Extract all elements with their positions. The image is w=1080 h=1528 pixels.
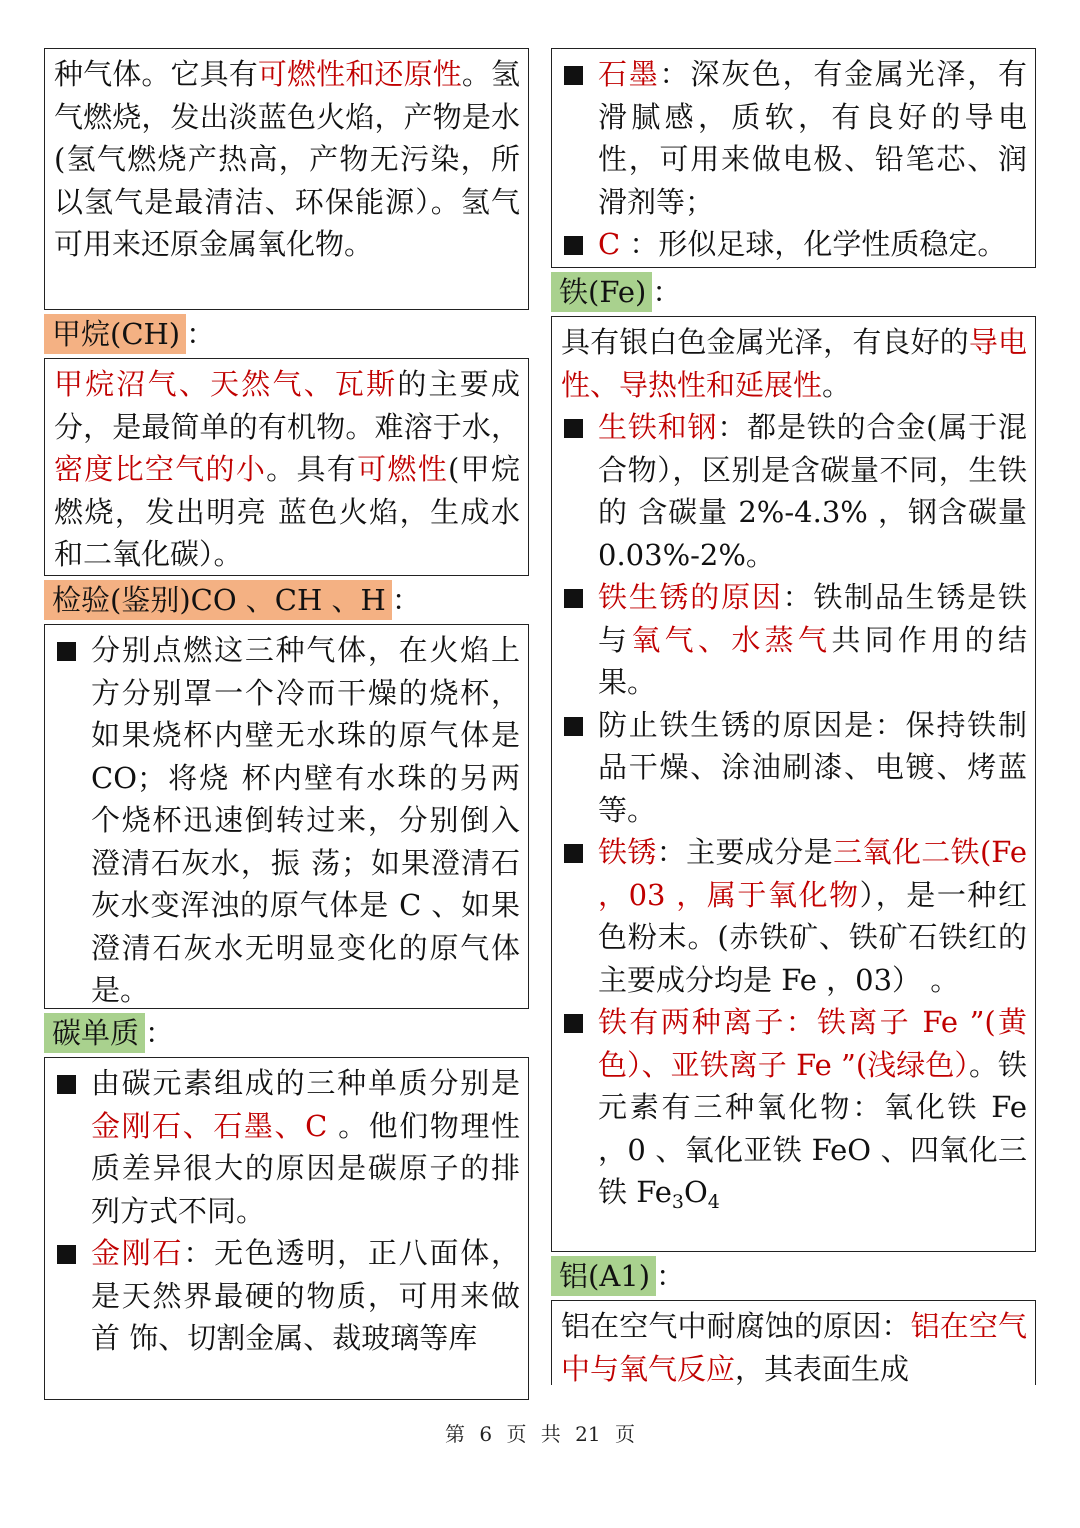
iron-heading-row <box>551 268 1036 316</box>
aluminum-heading: 铝(A1) <box>551 1256 656 1296</box>
methane-heading: 甲烷(CH) <box>44 314 186 354</box>
methane-box <box>44 358 529 576</box>
methane-text-3: (甲烷燃烧，发出明亮 蓝色火焰，生成水和二氧化碳）。 <box>54 452 520 571</box>
list-item <box>51 629 520 1012</box>
list-item <box>561 576 1027 704</box>
carbon-box <box>44 1057 529 1400</box>
list-item <box>561 704 1027 832</box>
pig-iron-highlight: 生铁和钢 <box>598 410 718 444</box>
aluminum-text-1: 铝在空气中耐腐蚀的原因： <box>561 1309 911 1343</box>
graphite-box <box>551 48 1036 268</box>
iron-intro-text-1: 具有银白色金属光泽，有良好的 <box>561 325 969 359</box>
rust-text-2: ），是一种红色粉末。(赤铁矿、铁矿石铁红的主要成分均是 Fe ，03） 。 <box>598 877 1027 997</box>
list-item <box>558 53 1027 223</box>
methane-heading-row <box>44 310 529 358</box>
square-bullet-icon <box>564 589 583 608</box>
left-column <box>44 48 529 1400</box>
square-bullet-icon <box>564 717 583 736</box>
aluminum-text-2: ，其表面生成 <box>735 1351 910 1386</box>
list-item <box>51 1062 520 1232</box>
test-box <box>44 624 529 1009</box>
methane-highlight-1: 甲烷沼气、天然气、瓦斯 <box>54 367 398 401</box>
test-heading: 检验(鉴别)CO 、CH 、H <box>44 580 392 620</box>
diamond-highlight: 金刚石 <box>91 1236 184 1270</box>
c60-text: ：形似足球，化学性质稳定。 <box>620 227 1007 261</box>
list-item <box>561 406 1027 576</box>
rust-text-1: ：主要成分是 <box>656 835 834 869</box>
iron-intro-highlight: 导电性、导热性和延展性 <box>561 325 1027 402</box>
heading-colon: ： <box>186 317 216 351</box>
square-bullet-icon <box>564 844 583 863</box>
right-column <box>551 48 1036 1385</box>
list-item <box>558 223 1027 266</box>
square-bullet-icon <box>564 419 583 438</box>
methane-text-1: 的主要成分，是最简单的有机物。难溶于水， <box>54 367 520 444</box>
hydrogen-box <box>44 48 529 310</box>
rust-highlight: 铁锈 <box>598 835 657 869</box>
pig-iron-text: ：都是铁的合金(属于混合物），区别是含碳量不同，生铁的 含碳量 2%-4.3% ，钢含碳量 0.03%-2%。 <box>598 410 1027 572</box>
c60-highlight: C <box>598 227 621 261</box>
subscript: 3 <box>671 1191 685 1213</box>
page-footer: 第 6 页 共 21 页 <box>445 1422 635 1446</box>
graphite-text: ：深灰色，有金属光泽，有滑腻感，质软，有良好的导电性，可用来做电极、铅笔芯、润滑剂等； <box>598 57 1027 219</box>
aluminum-heading-row <box>551 1252 1036 1300</box>
methane-highlight-3: 可燃性 <box>357 452 449 486</box>
heading-colon: ： <box>145 1016 175 1050</box>
rust-cause-highlight: 铁生锈的原因 <box>598 580 783 614</box>
square-bullet-icon <box>57 642 76 661</box>
square-bullet-icon <box>57 1075 76 1094</box>
list-item <box>561 1001 1027 1224</box>
iron-box <box>551 316 1036 1252</box>
subscript: 4 <box>707 1191 720 1213</box>
methane-text-2: 。具有 <box>266 452 358 486</box>
heading-colon: ： <box>656 1259 686 1293</box>
test-heading-row <box>44 576 529 624</box>
iron-intro <box>561 321 1027 406</box>
graphite-highlight: 石墨 <box>598 57 660 91</box>
test-text: 分别点燃这三种气体，在火焰上方分别罩一个冷而干燥的烧杯，如果烧杯内壁无水珠的原气体是 CO；将烧 杯内壁有水珠的另两个烧杯迅速倒转过来，分别倒入澄清石灰水，振 荡；如果澄清石灰水变浑浊的原气体是 C 、如果澄清石灰水无明显变化的原气体是。 <box>91 633 520 1007</box>
methane-highlight-2: 密度比空气的小 <box>54 452 267 486</box>
aluminum-highlight: 铝在空气中与氧气反应 <box>561 1309 1027 1386</box>
hydrogen-text-1: 种气体。它具有 <box>54 57 258 91</box>
diamond-text: ：无色透明，正八面体，是天然界最硬的物质，可用来做首 饰、切割金属、裁玻璃等库 <box>91 1236 520 1355</box>
rust-prevent-text: 防止铁生锈的原因是：保持铁制品干燥、涂油刷漆、电镀、烤蓝等。 <box>598 707 1027 827</box>
carbon-heading-row <box>44 1009 529 1057</box>
square-bullet-icon <box>564 1014 583 1033</box>
hydrogen-highlight: 可燃性和还原性 <box>257 57 462 91</box>
carbon-text-2: 。他们物理性质差异很大的原因是碳原子的排列方式不同。 <box>91 1108 520 1228</box>
list-item <box>51 1232 520 1360</box>
carbon-text-1: 由碳元素组成的三种单质分别是 <box>91 1066 520 1100</box>
heading-colon: ： <box>652 275 682 309</box>
iron-heading: 铁(Fe) <box>551 272 652 312</box>
square-bullet-icon <box>57 1245 76 1264</box>
square-bullet-icon <box>564 66 583 85</box>
rust-cause-text-1: ：铁制品生锈是铁与 <box>598 580 1027 657</box>
iron-oxides-text: 。铁元素有三种氧化物：氧化铁 Fe ，0 、氧化亚铁 FeO 、四氧化三铁 Fe <box>598 1047 1027 1209</box>
aluminum-box <box>551 1300 1036 1385</box>
hydrogen-text-2: 。氢气燃烧，发出淡蓝色火焰，产物是水(氢气燃烧产热高，产物无污染，所以氢气是最清洁、环保能源）。氢气可用来还原金属氧化物。 <box>54 57 520 261</box>
iron-oxides-text-o: O <box>684 1175 708 1209</box>
carbon-heading: 碳单质 <box>44 1013 145 1053</box>
rust-cause-highlight-2: 氧气、水蒸气 <box>631 622 832 657</box>
square-bullet-icon <box>564 236 583 255</box>
rust-cause-text-2: 共同作用的结果。 <box>598 622 1027 699</box>
iron-intro-text-2: 。 <box>822 367 852 402</box>
heading-colon: ： <box>391 583 421 617</box>
carbon-highlight-1: 金刚石、石墨、C <box>91 1108 328 1143</box>
rust-highlight-2: 三氧化二铁(Fe ，03 ，属于氧化物 <box>598 835 1027 912</box>
list-item <box>561 831 1027 1001</box>
iron-ions-highlight: 铁有两种离子：铁离子 Fe ”(黄色）、亚铁离子 Fe ”(浅绿色） <box>598 1005 1027 1082</box>
